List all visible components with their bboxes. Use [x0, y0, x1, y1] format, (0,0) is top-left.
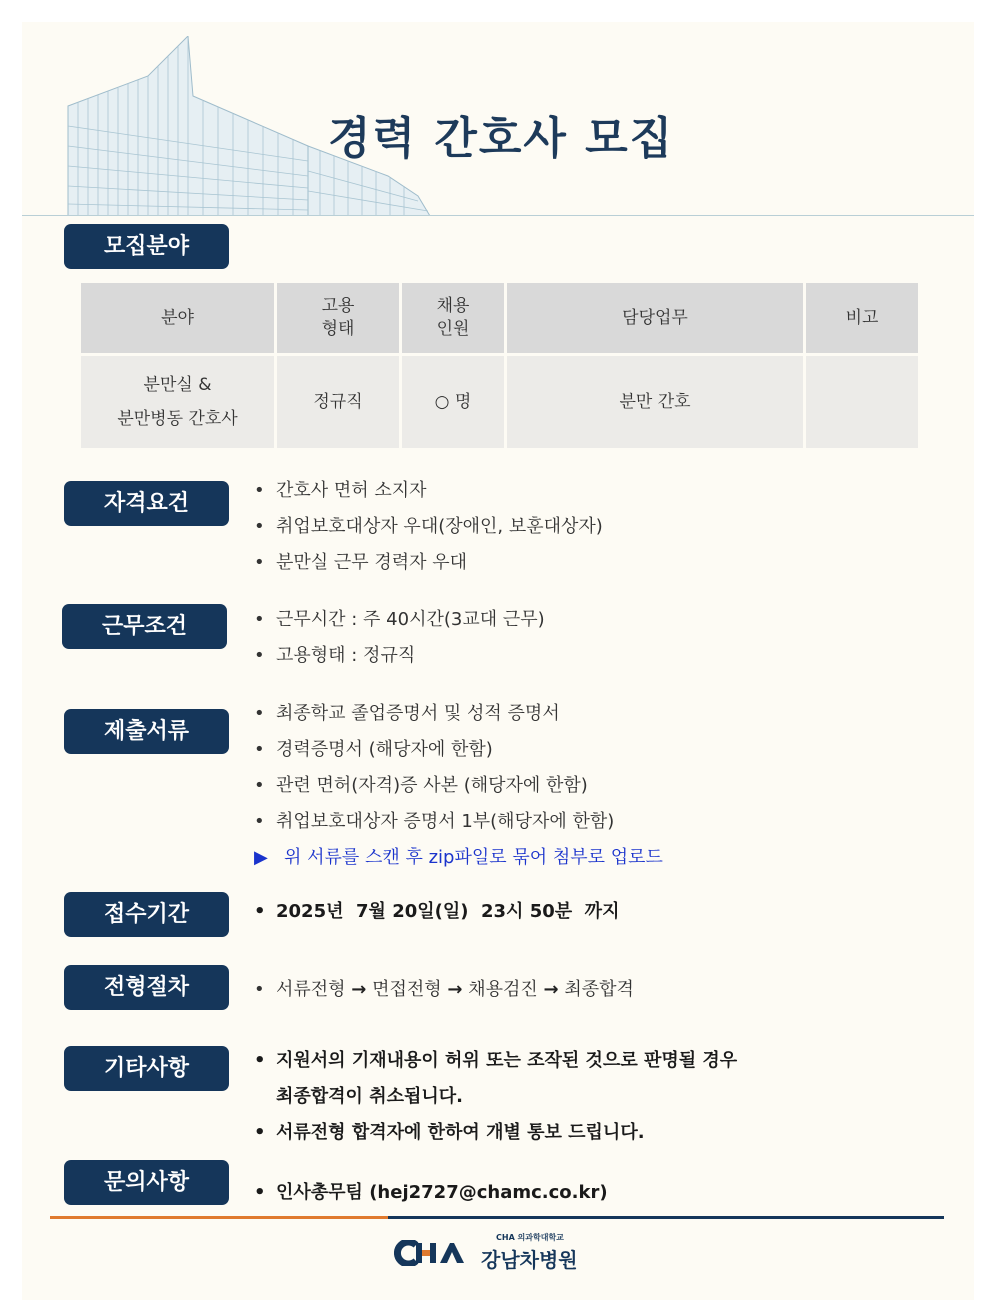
section-label-qualification: 자격요건 — [64, 481, 229, 526]
footer-divider-orange — [50, 1216, 388, 1219]
upload-note: ▶ 위 서류를 스캔 후 zip파일로 묶어 첨부로 업로드 — [254, 840, 663, 876]
step-3: 채용검진 — [468, 979, 538, 1000]
section-label-etc: 기타사항 — [64, 1046, 229, 1091]
list-item: • 분만실 근무 경력자 우대 — [254, 552, 468, 573]
section-label-period: 접수기간 — [64, 892, 229, 937]
table-row — [80, 355, 920, 450]
conditions-list — [254, 602, 545, 674]
page-title: 경력 간호사 모집 — [328, 113, 675, 164]
logo-letter-c — [397, 1242, 416, 1264]
section-label-conditions: 근무조건 — [62, 604, 227, 649]
step-2: 면접전형 — [372, 979, 442, 1000]
contact-list — [254, 1175, 608, 1211]
list-item: • 간호사 면허 소지자 — [254, 480, 427, 501]
header-note: 비고 — [805, 282, 920, 355]
arrow-right-icon: → — [351, 979, 367, 1000]
arrow-right-icon: → — [447, 979, 463, 1000]
cell-duty: 분만 간호 — [506, 355, 805, 450]
header-headcount: 채용 인원 — [401, 282, 506, 355]
section-label-process: 전형절차 — [64, 965, 229, 1010]
list-item: • 경력증명서 (해당자에 한함) — [254, 739, 493, 760]
contact-text: • 인사총무팀 (hej2727@chamc.co.kr) — [254, 1182, 608, 1203]
deadline-text: • 2025년 7월 20일(일) 23시 50분 까지 — [254, 901, 620, 922]
list-item: • 최종학교 졸업증명서 및 성적 증명서 — [254, 703, 560, 724]
process-list — [254, 972, 634, 1008]
qualification-list — [254, 473, 603, 581]
step-1: 서류전형 — [276, 979, 346, 1000]
list-item: • 취업보호대상자 증명서 1부(해당자에 한함) — [254, 811, 615, 832]
documents-list — [254, 696, 663, 876]
table-header-row — [80, 282, 920, 355]
list-item: • 관련 면허(자격)증 사본 (해당자에 한함) — [254, 775, 588, 796]
section-label-field: 모집분야 — [64, 224, 229, 269]
logo-subtitle: CHA 의과학대학교 — [496, 1233, 564, 1242]
cell-field: 분만실 & 분만병동 간호사 — [80, 355, 276, 450]
cell-headcount: ○ 명 — [401, 355, 506, 450]
list-item: • 근무시간 : 주 40시간(3교대 근무) — [254, 609, 545, 630]
list-item: • 서류전형 합격자에 한하여 개별 통보 드립니다. — [254, 1122, 645, 1143]
cell-note — [805, 355, 920, 450]
list-item: • 취업보호대상자 우대(장애인, 보훈대상자) — [254, 516, 603, 537]
header-field: 분야 — [80, 282, 276, 355]
process-steps: • 서류전형 → 면접전형 → 채용검진 → 최종합격 — [254, 979, 634, 1000]
arrow-right-icon: → — [543, 979, 559, 1000]
header-duty: 담당업무 — [506, 282, 805, 355]
cha-logo-icon — [394, 1240, 466, 1266]
list-item: • 고용형태 : 정규직 — [254, 645, 416, 666]
list-item: • 지원서의 기재내용이 허위 또는 조작된 것으로 판명될 경우 — [254, 1050, 738, 1071]
triangle-icon: ▶ — [254, 847, 268, 868]
period-list — [254, 894, 619, 930]
etc-list — [254, 1043, 737, 1151]
header-banner — [22, 22, 974, 216]
section-label-contact: 문의사항 — [64, 1160, 229, 1205]
header-employment-type: 고용 형태 — [276, 282, 401, 355]
poster — [22, 22, 974, 1300]
recruit-table — [78, 280, 921, 451]
section-label-documents: 제출서류 — [64, 709, 229, 754]
footer-divider-navy — [388, 1216, 944, 1219]
cell-employment-type: 정규직 — [276, 355, 401, 450]
step-4: 최종합격 — [564, 979, 634, 1000]
list-item-continuation: 최종합격이 취소됩니다. — [276, 1086, 463, 1107]
hospital-name: 강남차병원 — [481, 1248, 578, 1272]
